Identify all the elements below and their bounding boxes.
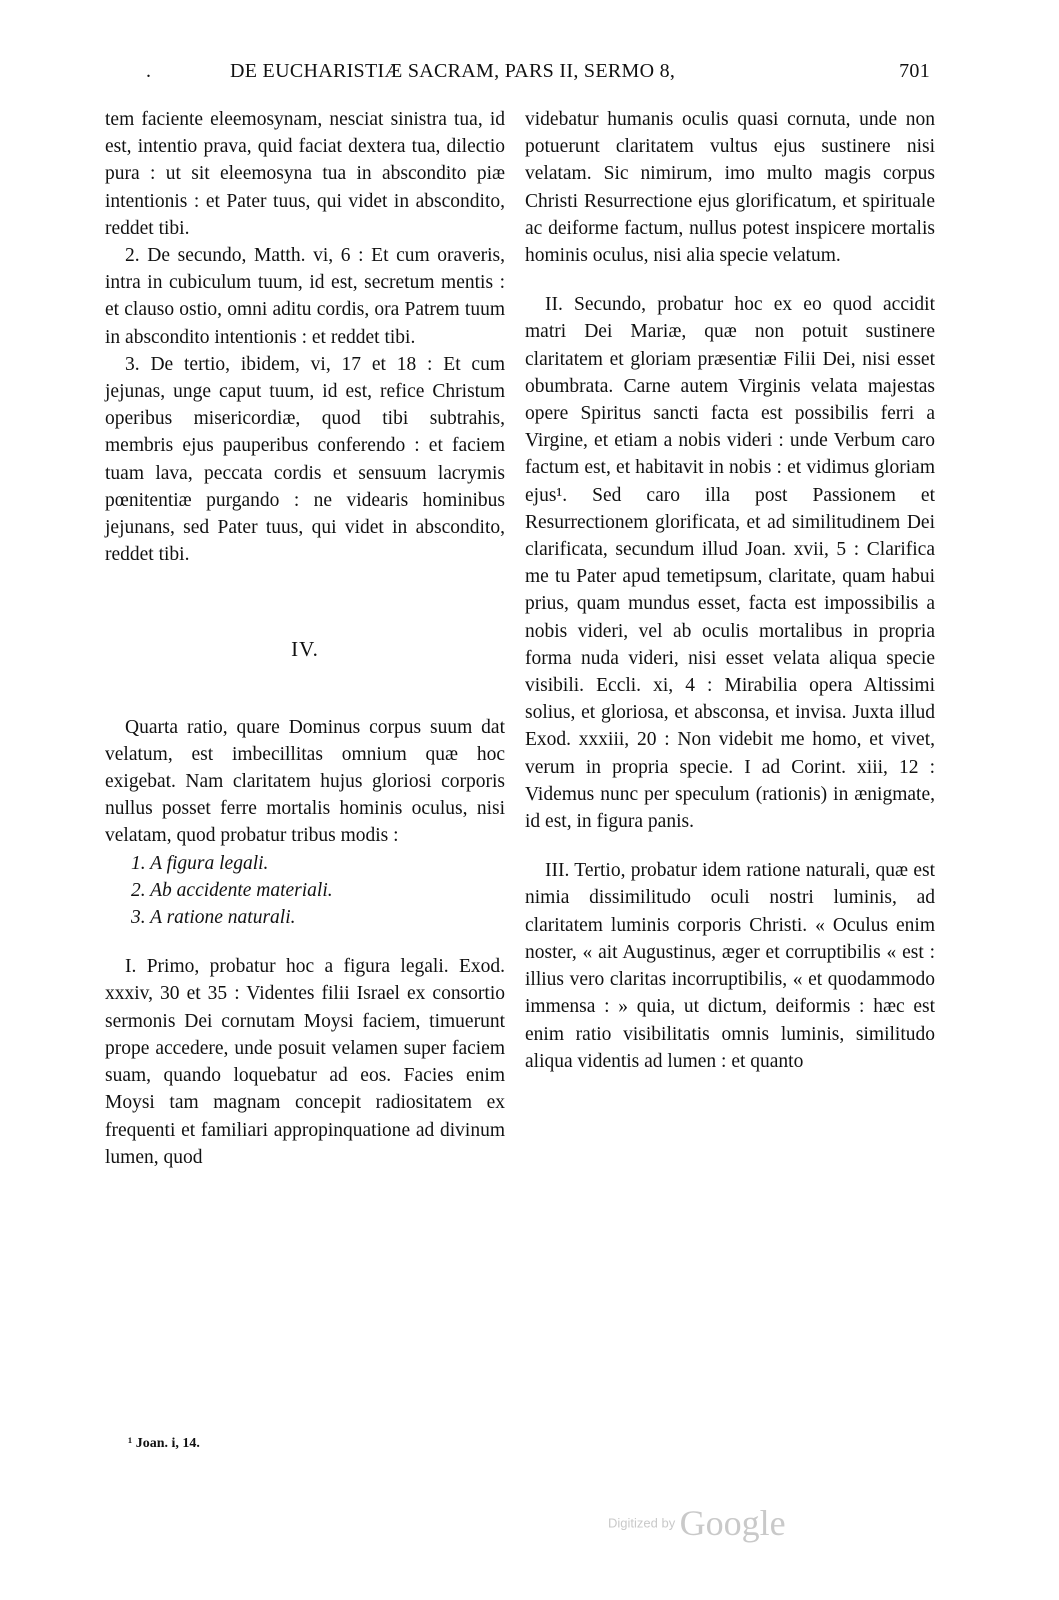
left-paragraph-2: 2. De secundo, Matth. vi, 6 : Et cum oraveris, intra in cubiculum tuum, id est, secretum mentis : et clauso ostio, omni aditu cordis, ora Patrem tuum in abscondito intentionis : et reddet tibi. <box>105 245 505 348</box>
right-paragraph-2: II. Secundo, probatur hoc ex eo quod accidit matri Dei Mariæ, quæ non potuit sustinere claritatem et gloriam præsentiæ Filii Dei, nisi esset obumbrata. Carne autem Virginis velata majestas opere Spiritus sancti facta est possibilis ferri a Virgine, et etiam a nobis videri : unde Verbum caro factum est, et habitavit in nobis : et vidimus gloriam ejus¹. Sed caro illa post Passionem et Resurrectionem glorificata, et ad similitudinem Dei clarificata, secundum illud Joan. xvii, 5 : Clarifica me tu Pater apud temetipsum, claritate, quam habui prius, quam mundus esset, facta est impossibilis a nobis videri, vel ab oculis mortalibus in propria forma nuda videri, nisi esset velata aliqua specie visibili. Eccli. xi, 4 : Mirabilia opera Altissimi solius, et gloriosa, et absconsa, et invisa. Juxta illud Exod. xxxiii, 20 : Non videbit me homo, et vivet, verum in propria specie. I ad Corint. xiii, 12 : Videmus nunc per speculum (rationis) in ænigmate, id est, in figura panis. <box>525 294 935 833</box>
running-title: DE EUCHARISTIÆ SACRAM, PARS II, SERMO 8, <box>230 60 676 82</box>
list-item: 1. A figura legali. <box>131 852 269 874</box>
digitized-watermark <box>608 1502 786 1544</box>
reasons-list <box>105 850 505 932</box>
watermark-prefix: Digitized by <box>608 1515 676 1531</box>
google-logo: Google <box>679 1503 786 1543</box>
section-heading: IV. <box>291 637 319 662</box>
right-paragraph-1: videbatur humanis oculis quasi cornuta, unde non potuerunt claritatem vultus ejus sustinere nisi velatam. Sic nimirum, imo multo magis corpus Christi Resurrectione ejus glorificatum, et spirituale ac deiforme factum, nullus potest inspicere mortalis hominis oculus, nisi alia specie velatum. <box>525 109 935 267</box>
page-number: 701 <box>899 60 930 82</box>
footnote: ¹ Joan. i, 14. <box>128 1436 200 1451</box>
header-dot: . <box>146 60 152 82</box>
list-item: 2. Ab accidente materiali. <box>131 879 333 901</box>
right-column <box>525 106 935 1075</box>
left-paragraph-5: I. Primo, probatur hoc a figura legali. Exod. xxxiv, 30 et 35 : Videntes filii Israel ex consortio sermonis Dei cornutam Moysi faciem, timuerunt prope accedere, unde posuit velamen super faciem suam, quando loquebatur ad eos. Facies enim Moysi tam magnam concepit radiositatem ex frequenti et familiari appropinquatione ad divinum lumen, quod <box>105 956 505 1168</box>
right-paragraph-3: III. Tertio, probatur idem ratione naturali, quæ est nimia dissimilitudo oculi nostri luminis, ad claritatem luminis corporis Christi. « Oculus enim noster, « ait Augustinus, æger et corruptibilis « est : illius vero claritas incorruptibilis, « et quodammodo immensa : » quia, ut dictum, deiformis : hæc est enim ratio visibilitatis omnis luminis, similitudo aliqua videntis ad lumen : et quanto <box>525 860 935 1072</box>
left-column <box>105 106 505 1171</box>
running-header <box>110 60 940 92</box>
left-paragraph-3: 3. De tertio, ibidem, vi, 17 et 18 : Et cum jejunas, unge caput tuum, id est, refice Christum operibus misericordiæ, quod tibi subtrahis, membris ejus pauperibus conferendo : et faciem tuam lava, peccata cordis et sensuum lacrymis pœnitentiæ purgando : ne videaris hominibus jejunans, sed Pater tuus, qui videt in abscondito, reddet tibi. <box>105 353 505 566</box>
left-paragraph-4: Quarta ratio, quare Dominus corpus suum dat velatum, est imbecillitas omnium quæ hoc exigebat. Nam claritatem hujus gloriosi corporis nullus posset ferre mortalis hominis oculus, nisi velatam, quod probatur tribus modis : <box>105 716 505 847</box>
list-item: 3. A ratione naturali. <box>131 907 296 929</box>
left-paragraph-1: tem faciente eleemosynam, nesciat sinistra tua, id est, intentio prava, quid faciat dextera tua, dilectio pura : ut sit eleemosyna tua in abscondito piæ intentionis : et Pater tuus, qui videt in abscondito, reddet tibi. <box>105 109 505 239</box>
